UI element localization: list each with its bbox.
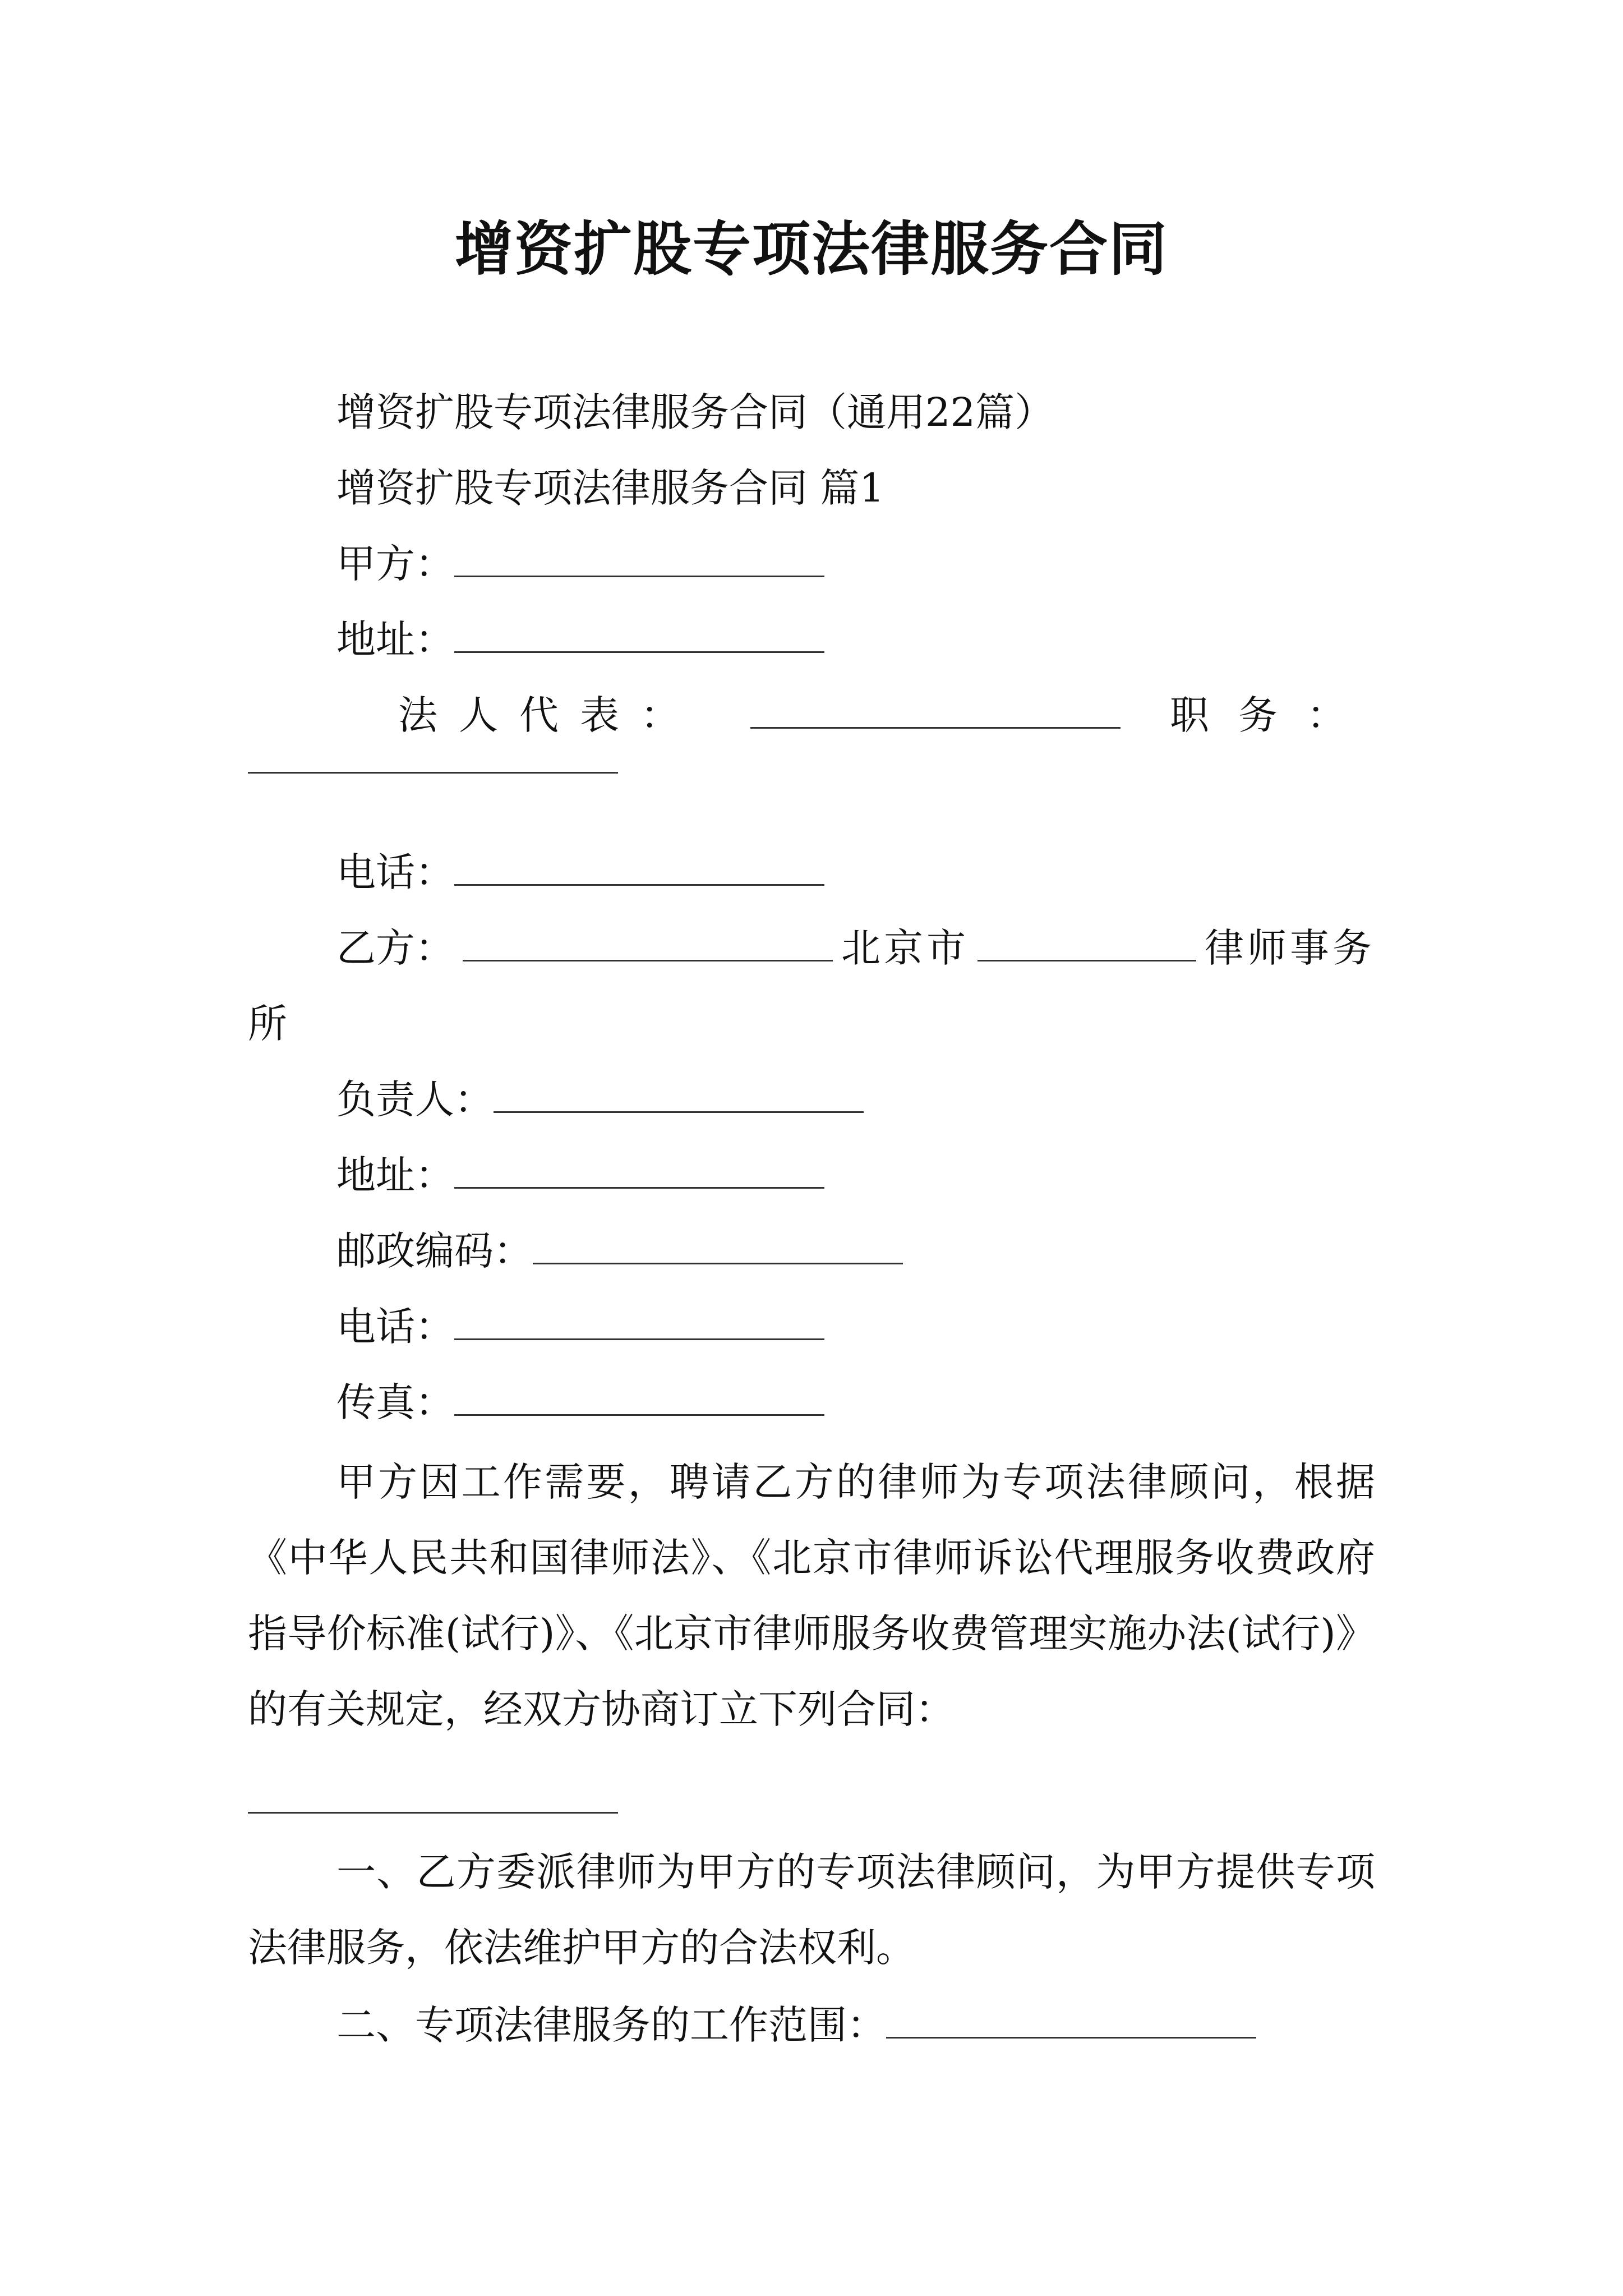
party-a-legal-rep-blank[interactable] [750, 690, 1121, 729]
party-b-address-blank[interactable] [454, 1150, 824, 1189]
party-b-firm-suffix: 律师事务 [1205, 925, 1375, 971]
party-b-name-row [336, 920, 1375, 976]
party-b-address-row [336, 1147, 824, 1203]
clause-2-row [336, 1997, 1256, 2053]
party-a-phone-label: 电话： [336, 849, 454, 895]
clause-2-blank[interactable] [886, 2000, 1256, 2039]
party-a-name-blank[interactable] [454, 539, 824, 577]
party-a-name-label: 甲方： [336, 541, 454, 587]
party-a-position-label: 职务： [1170, 692, 1375, 738]
section-heading: 增资扩股专项法律服务合同 篇1 [336, 465, 884, 511]
party-a-position-blank[interactable] [248, 772, 618, 774]
party-a-name-row [336, 536, 824, 592]
party-b-phone-label: 电话： [336, 1304, 454, 1350]
document-subtitle: 增资扩股专项法律服务合同（通用22篇） [336, 389, 1054, 435]
intro-paragraph: 甲方因工作需要，聘请乙方的律师为专项法律顾问，根据《中华人民共和国律师法》、《北京市律师诉讼代理服务收费政府指导价标准(试行)》、《北京市律师服务收费管理实施办法(试行)》的有关规定，经双方协商订立下列合同： [248, 1459, 1375, 1732]
party-b-address-label: 地址： [336, 1152, 454, 1198]
party-b-principal-blank[interactable] [494, 1074, 864, 1113]
party-a-address-row [336, 611, 824, 668]
party-a-address-blank[interactable] [454, 614, 824, 653]
party-b-postal-blank[interactable] [533, 1226, 903, 1264]
party-b-phone-row [336, 1299, 824, 1355]
document-title: 增资扩股专项法律服务合同 [454, 214, 1168, 283]
party-b-name-label: 乙方： [336, 925, 454, 971]
clause-1: 一、乙方委派律师为甲方的专项法律顾问，为甲方提供专项法律服务，依法维护甲方的合法权利。 [248, 1849, 1375, 1971]
party-a-phone-blank[interactable] [454, 847, 824, 886]
party-b-fax-blank[interactable] [454, 1377, 824, 1416]
party-b-fax-label: 传真： [336, 1379, 454, 1425]
party-b-principal-row [336, 1071, 864, 1128]
party-a-phone-row [336, 844, 824, 900]
party-b-postal-row [336, 1223, 903, 1279]
party-b-city: 北京市 [841, 925, 969, 971]
party-b-name-blank[interactable] [463, 923, 833, 961]
clause-2-label: 二、专项法律服务的工作范围： [336, 2002, 886, 2048]
party-b-phone-blank[interactable] [454, 1301, 824, 1340]
contract-separator-blank[interactable] [248, 1812, 618, 1814]
party-a-legal-rep-row [336, 687, 1375, 743]
party-b-fax-row [336, 1374, 824, 1430]
party-b-firm-suffix-wrap: 所 [248, 1001, 287, 1047]
party-b-principal-label: 负责人： [336, 1076, 494, 1122]
party-a-legal-rep-label: 法人代表： [398, 692, 701, 738]
party-a-address-label: 地址： [336, 616, 454, 662]
party-b-postal-label: 邮政编码： [336, 1228, 533, 1274]
party-b-firm-blank[interactable] [978, 923, 1196, 961]
